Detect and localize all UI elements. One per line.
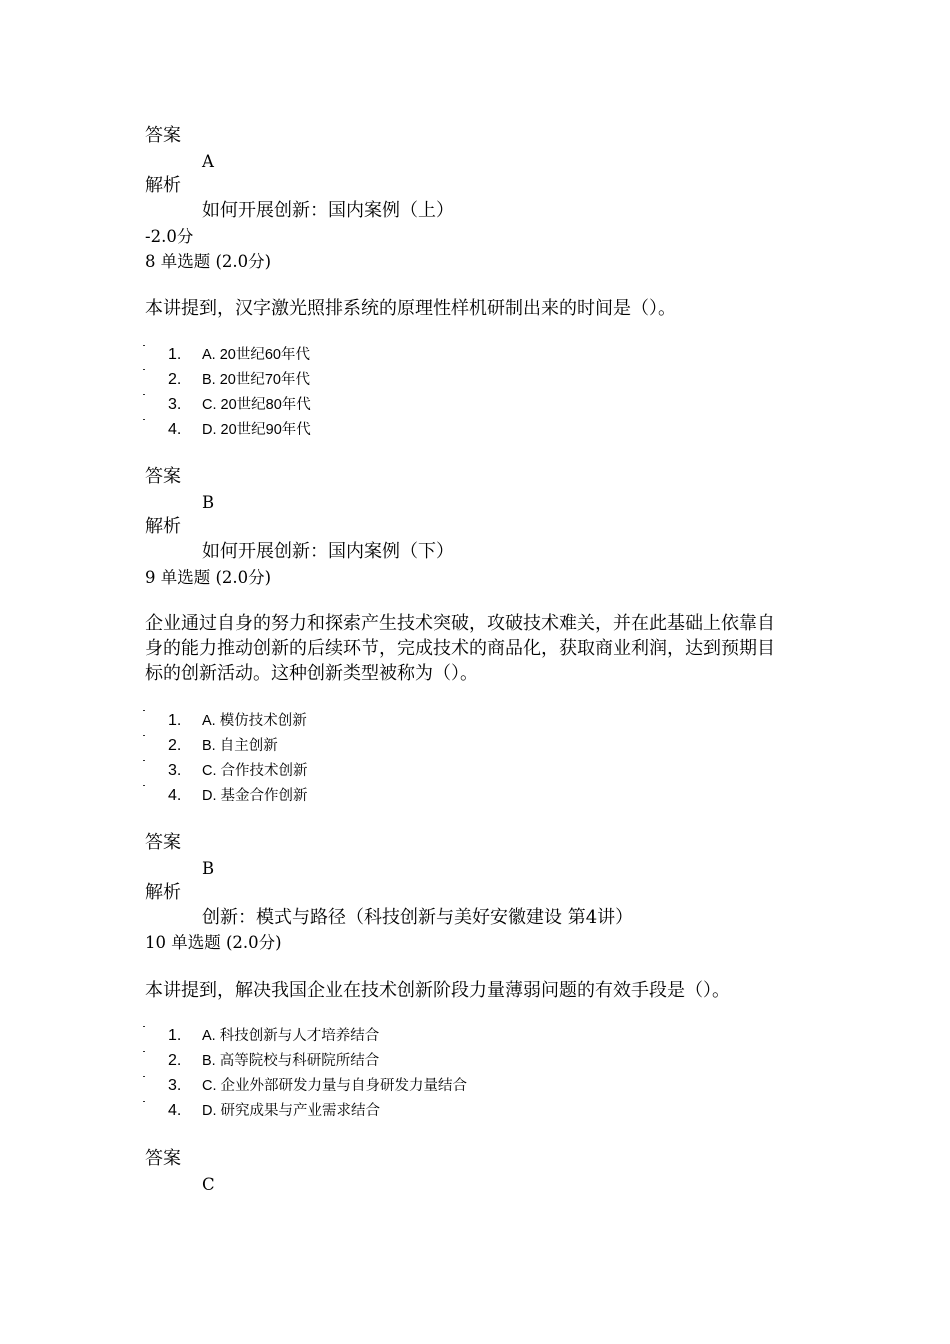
option-number: 2. xyxy=(168,371,182,388)
list-marker xyxy=(143,394,145,395)
question-stem-line: 标的创新活动。这种创新类型被称为（）。 xyxy=(145,663,478,684)
option-number: 2. xyxy=(168,1052,182,1069)
option-text: A. 模仿技术创新 xyxy=(202,713,307,729)
option-item[interactable] xyxy=(168,417,311,443)
option-item[interactable] xyxy=(168,1073,467,1099)
option-text: C. 企业外部研发力量与自身研发力量结合 xyxy=(202,1078,468,1094)
option-text: C. 合作技术创新 xyxy=(202,763,308,779)
list-marker xyxy=(143,1026,145,1027)
option-text: A. 科技创新与人才培养结合 xyxy=(202,1028,380,1044)
option-text: C. 20世纪80年代 xyxy=(202,397,311,413)
option-item[interactable] xyxy=(168,1098,380,1124)
option-number: 2. xyxy=(168,737,182,754)
analysis-value: 如何开展创新：国内案例（上） xyxy=(202,200,454,221)
question-stem-line: 身的能力推动创新的后续环节，完成技术的商品化，获取商业利润，达到预期目 xyxy=(145,638,775,659)
list-marker xyxy=(143,345,145,346)
option-number: 4. xyxy=(168,1102,182,1119)
question-header: 9 单选题 (2.0分) xyxy=(145,568,272,587)
list-marker xyxy=(143,1076,145,1077)
option-number: 1. xyxy=(168,346,182,363)
answer-value: B xyxy=(202,493,215,512)
list-marker xyxy=(143,419,145,420)
question-stem-line: 企业通过自身的努力和探索产生技术突破，攻破技术难关，并在此基础上依靠自 xyxy=(145,613,775,634)
question-header: 8 单选题 (2.0分) xyxy=(145,252,272,271)
score-text: -2.0分 xyxy=(145,227,194,246)
option-text: B. 高等院校与科研院所结合 xyxy=(202,1053,380,1069)
list-marker xyxy=(143,735,145,736)
option-text: B. 20世纪70年代 xyxy=(202,372,310,388)
answer-label: 答案 xyxy=(145,1148,181,1169)
list-marker xyxy=(143,1051,145,1052)
question-header: 10 单选题 (2.0分) xyxy=(145,933,282,952)
option-number: 3. xyxy=(168,1077,182,1094)
option-item[interactable] xyxy=(168,1048,379,1074)
option-item[interactable] xyxy=(168,758,308,784)
list-marker xyxy=(143,369,145,370)
option-number: 1. xyxy=(168,712,182,729)
option-text: D. 20世纪90年代 xyxy=(202,422,311,438)
option-item[interactable] xyxy=(168,392,311,418)
option-item[interactable] xyxy=(168,342,310,368)
question-stem: 本讲提到，解决我国企业在技术创新阶段力量薄弱问题的有效手段是（）。 xyxy=(145,980,730,1001)
answer-value: C xyxy=(202,1175,215,1194)
list-marker xyxy=(143,710,145,711)
answer-label: 答案 xyxy=(145,466,181,487)
option-text: B. 自主创新 xyxy=(202,738,278,754)
option-text: D. 研究成果与产业需求结合 xyxy=(202,1103,381,1119)
option-number: 4. xyxy=(168,421,182,438)
answer-label: 答案 xyxy=(145,125,181,146)
option-item[interactable] xyxy=(168,783,308,809)
list-marker xyxy=(143,1101,145,1102)
option-number: 1. xyxy=(168,1027,182,1044)
option-text: D. 基金合作创新 xyxy=(202,788,308,804)
analysis-value: 创新：模式与路径（科技创新与美好安徽建设 第4讲） xyxy=(202,907,634,928)
answer-label: 答案 xyxy=(145,832,181,853)
list-marker xyxy=(143,785,145,786)
option-text: A. 20世纪60年代 xyxy=(202,347,310,363)
option-number: 3. xyxy=(168,762,182,779)
option-item[interactable] xyxy=(168,1023,379,1049)
option-item[interactable] xyxy=(168,733,278,759)
option-number: 3. xyxy=(168,396,182,413)
analysis-label: 解析 xyxy=(145,882,181,903)
question-stem: 本讲提到，汉字激光照排系统的原理性样机研制出来的时间是（）。 xyxy=(145,298,676,319)
analysis-value: 如何开展创新：国内案例（下） xyxy=(202,541,454,562)
option-item[interactable] xyxy=(168,367,310,393)
answer-value: B xyxy=(202,859,215,878)
list-marker xyxy=(143,760,145,761)
answer-value: A xyxy=(202,152,214,171)
analysis-label: 解析 xyxy=(145,175,181,196)
analysis-label: 解析 xyxy=(145,516,181,537)
option-number: 4. xyxy=(168,787,182,804)
option-item[interactable] xyxy=(168,708,307,734)
